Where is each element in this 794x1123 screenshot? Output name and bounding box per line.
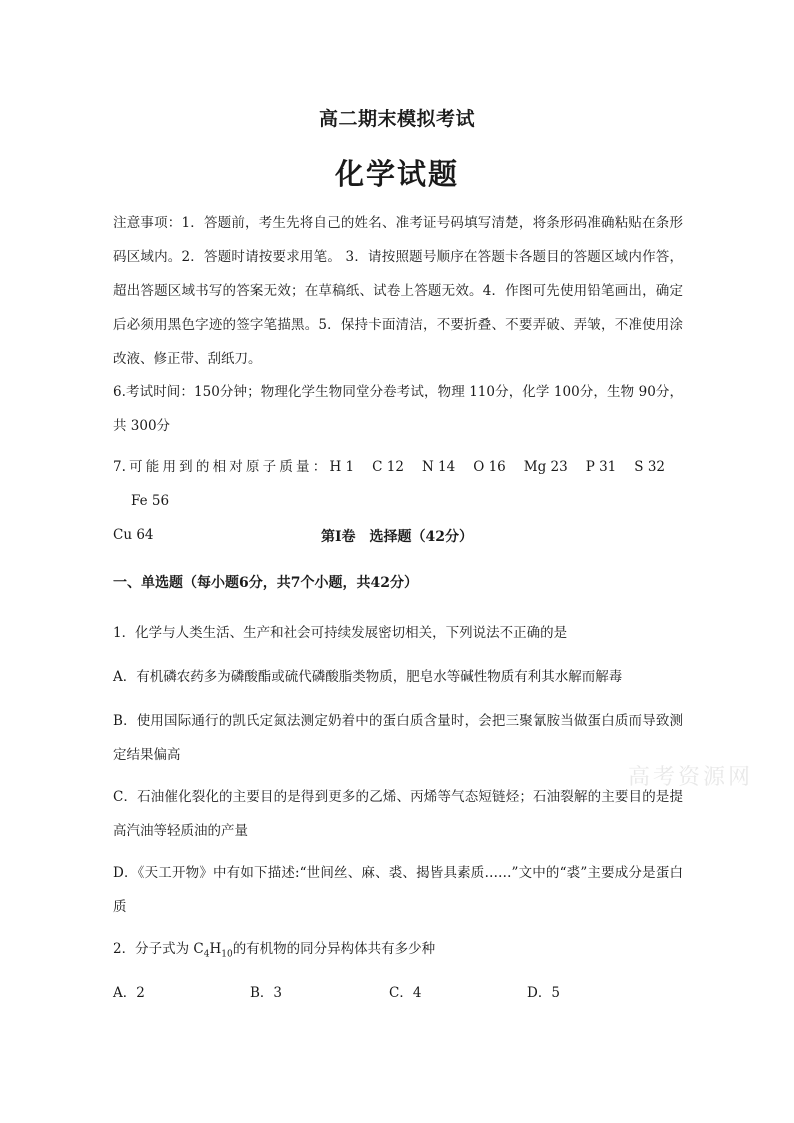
atomic-mass-item: P 31 — [585, 459, 617, 475]
atomic-mass-item: H 1 — [329, 459, 355, 475]
formula-subscript: 4 — [203, 949, 210, 960]
atomic-mass-item: N 14 — [421, 459, 456, 475]
instructions-notes: 注意事项：1．答题前，考生先将自己的姓名、准考证号码填写清楚，将条形码准确粘贴在条形码区域内。2．答题时请按要求用笔。 3．请按照题号顺序在答题卡各题目的答题区域内作答，超出答题区域书写的答案无效；在草稿纸、试卷上答题无效。4．作图可先使用铅笔画出，确定后必须用黑色字迹的签字笔描黑。5．保持卡面清洁，不要折叠、不要弄破、弄皱，不准使用涂改液、修正带、刮纸刀。 — [113, 215, 683, 367]
atomic-mass-item: S 32 — [634, 459, 665, 475]
exam-title: 化学试题 — [334, 157, 459, 191]
exam-subtitle: 高二期末模拟考试 — [318, 108, 475, 130]
question-1-option-b: B．使用国际通行的凯氏定氮法测定奶着中的蛋白质含量时，会把三聚氰胺当做蛋白质而导致测定结果偏高 — [113, 713, 683, 763]
question-1-option-a: A．有机磷农药多为磷酸酯或硫代磷酸脂类物质，肥皂水等碱性物质有利其水解而解毒 — [113, 669, 623, 685]
atomic-mass-prefix: 7.可能用到的相对原子质量： — [113, 459, 330, 475]
question-2-option-b: B．3 — [250, 985, 283, 1001]
formula-subscript: 10 — [221, 949, 233, 960]
formula-element: H — [209, 941, 222, 957]
question-1-stem: 1．化学与人类生活、生产和社会可持续发展密切相关，下列说法不正确的是 — [113, 625, 568, 641]
question-2-option-a: A．2 — [113, 985, 145, 1001]
question-2-option-c: C．4 — [389, 985, 422, 1001]
watermark: 高考资源网 — [628, 765, 754, 790]
question-2-stem — [113, 932, 683, 966]
question-1-option-d: D．《天工开物》中有如下描述:“世间丝、麻、裘、揭皆具素质……”文中的“裘”主要成分是蛋白质 — [113, 865, 683, 915]
question-1-option-c: C．石油催化裂化的主要目的是得到更多的乙烯、丙烯等气态短链烃；石油裂解的主要目的是提高汽油等轻质油的产量 — [113, 789, 683, 839]
atomic-mass-item: Fe 56 — [131, 493, 170, 509]
atomic-mass-item: Mg 23 — [523, 459, 568, 475]
question-2-stem-prefix: 2．分子式为 C — [113, 941, 204, 957]
question-2-option-d: D．5 — [527, 985, 560, 1001]
atomic-mass-item: Cu 64 — [113, 527, 154, 543]
section-heading: 第Ⅰ卷 选择题（42分） — [320, 529, 474, 545]
question-2-choices — [113, 976, 683, 1010]
question-2-stem-suffix: 的有机物的同分异构体共有多少种 — [232, 941, 436, 957]
atomic-mass-item: C 12 — [372, 459, 404, 475]
question-type-heading: 一、单选题（每小题6分，共7个小题，共42分） — [113, 575, 418, 591]
atomic-mass-item: O 16 — [473, 459, 506, 475]
exam-time-info: 6.考试时间：150分钟；物理化学生物同堂分卷考试，物理 110分，化学 100分，生物 90分，共 300分 — [113, 384, 683, 434]
